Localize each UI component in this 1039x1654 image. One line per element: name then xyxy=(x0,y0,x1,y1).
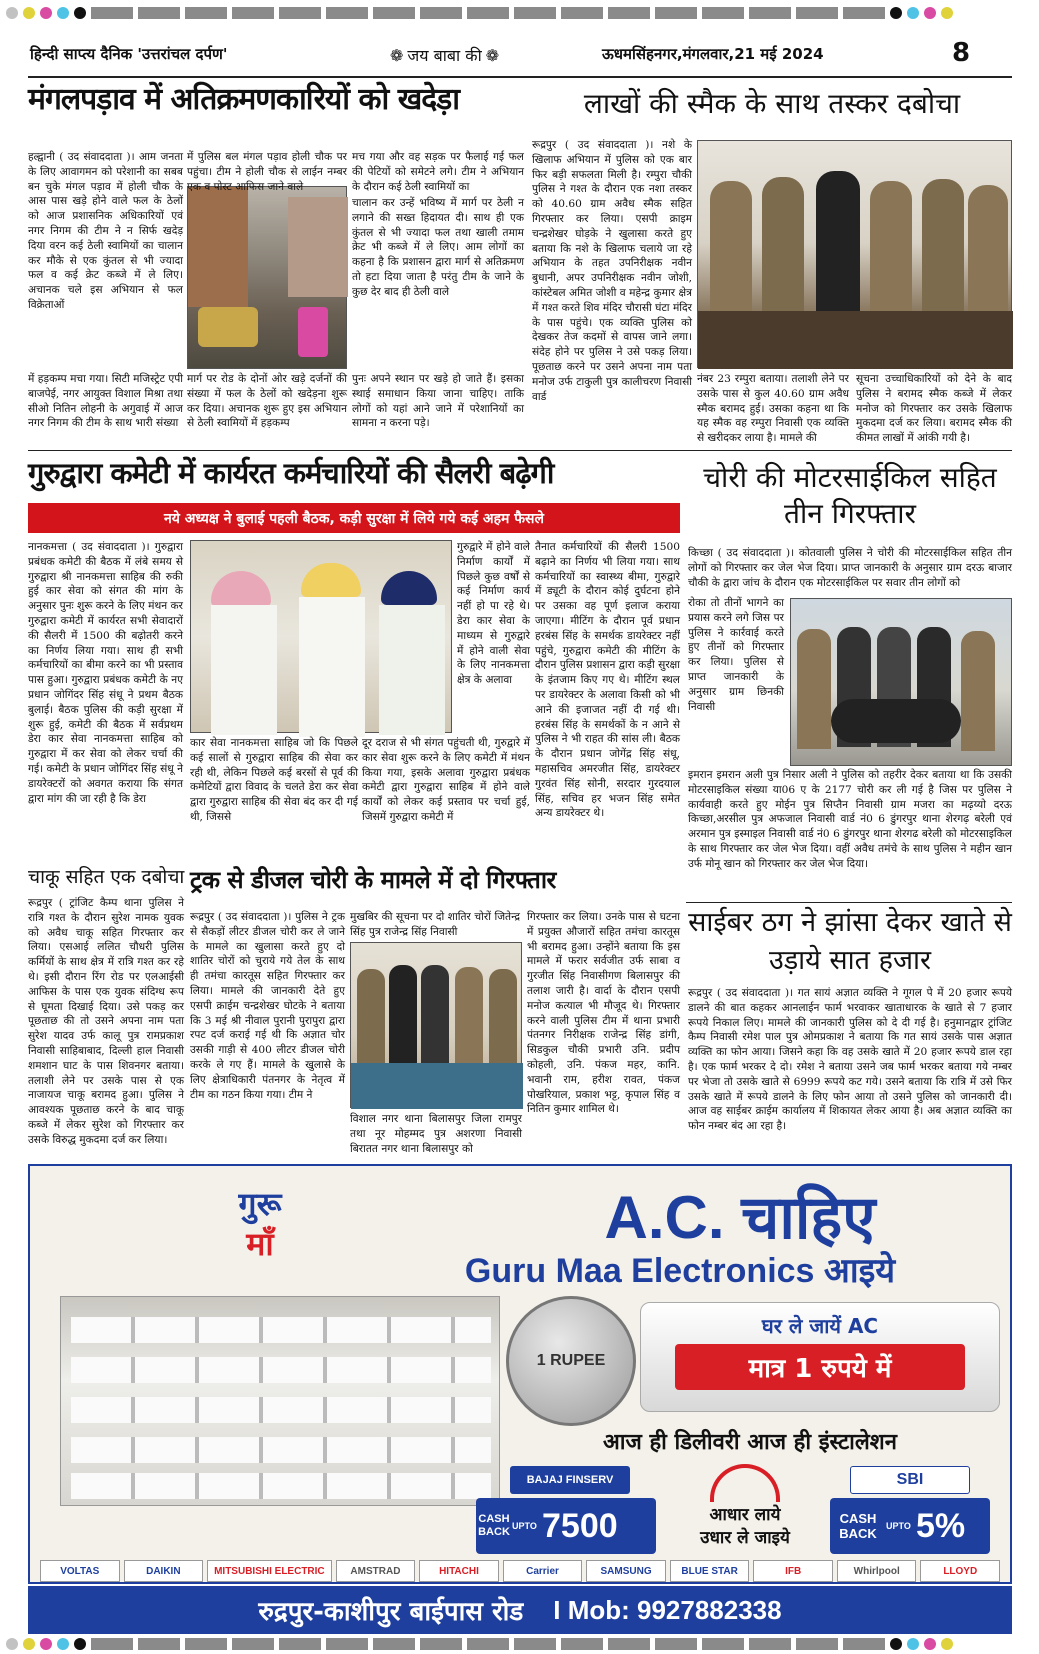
article-mangalpadav-col3-mid: चालान कर उन्हें भविष्य में मार्ग पर ठेली न लगाने की सख्त हिदायत दी। साथ ही एक कुंतल से भी ज्यादा फल तथा खाली तमाम क्रेट भी कब्जे में ले लिए। आम लोगों का कहना है कि प्रशासन द्वारा मार्ग से अतिक्रमण तो हटा दिया जाता है परंतु टीम के जाने के कुछ देर बाद ही ठेली वाले xyxy=(352,197,524,298)
strip-tick xyxy=(185,1638,227,1650)
masthead-rule xyxy=(28,76,1012,78)
registration-dot xyxy=(23,1638,35,1650)
strip-tick xyxy=(796,7,838,19)
ad-brand-logo: HITACHI xyxy=(419,1560,499,1582)
article-smack-bottom-1: नंबर 23 रम्पुरा बताया। तलाशी लेने पर उसके पास से कुल 40.60 ग्राम अवैध स्मैक बरामद हुई। उसका कहना था कि यह स्मैक वह रम्पुरा निवासी एक व्यक्ति से खरीदकर लाया है। मामले की xyxy=(697,373,849,445)
ad-headline: A.C. चाहिए xyxy=(604,1184,876,1251)
ad-coin-text: 1 RUPEE xyxy=(536,1352,606,1369)
article-mangalpadav-col3-bottom: पुनः अपने स्थान पर खड़े हो जाते हैं। इसका स्थाई समाधान किया जाना चाहिए। ताकि लोगों को यहां आने जाने में परेशानियों का सामना न करना पड़े। xyxy=(352,373,524,430)
photo-fruit-carts xyxy=(187,186,347,369)
strip-tick xyxy=(185,7,227,19)
ad-rupee-coin xyxy=(506,1296,636,1426)
ad-bajaj-logo xyxy=(510,1466,630,1494)
ad-bajaj-cashback xyxy=(476,1498,656,1554)
ad-logo-line1: गुरू xyxy=(238,1185,282,1223)
article-truck-col3: गिरफ्तार कर लिया। उनके पास से घटना में प्रयुक्त औजारों सहित तमंचा कारतूस भी बरामद हुआ। उन्होंने बताया कि इस मामले में फरार सर्वजीत उर्फ साबा व गुरजीत सिंह निवासीगण बिलासपुर की तलाश जारी है। वार्दा के दौरान एसपी मनोज कत्याल भी मौजूद थे। गिरफ्तार करने वाली पुलिस टीम में थाना प्रभारी पंतनगर निरीक्षक राजेन्द्र सिंह डांगी, सिडकुल चौकी प्रभारी उनि. प्रदीप कोहली, उनि. पंकज महर, कानि. भवानी राम, हरीश रावत, पंकज पोखरियाल, प्रकाश भट्ट, कृपाल सिंह व नितिन कुमार शामिल थे। xyxy=(527,911,680,1116)
article-gurudwara-col2-bottom: कार सेवा नानकमत्ता साहिब जो कि पिछले कई सालों से गुरुद्वारा साहिब की सेवा कर रही थी, लेकिन पिछले कई बरसों से पूर्व की कमेटियों द्वारा विवाद के चलते डेरा कर सेवा द्वारा गुरुद्वारा साहिब की सेवा बंद कर दी गई थी, जिससे xyxy=(190,737,358,823)
ad-delivery: आज ही डिलीवरी आज ही इंस्टालेशन xyxy=(603,1430,897,1455)
strip-tick xyxy=(467,7,509,19)
article-mangalpadav-col1-bottom: में हड़कम्प मचा गया। सिटी मजिस्ट्रेट एपी बाजपेई, नगर आयुक्त विशाल मिश्रा तथा सीओ नितिन लोहनी के अगुवाई में आज नगर निगम की टीम के साथ भारी संख्या xyxy=(28,373,183,430)
strip-tick xyxy=(138,7,180,19)
registration-dot xyxy=(941,7,953,19)
ad-mobile: I Mob: 9927882338 xyxy=(553,1594,782,1625)
strip-tick xyxy=(561,7,603,19)
ad-offer-small: घर ले जायें AC xyxy=(761,1314,879,1338)
article-truck-col1: रूद्रपुर ( उद संवाददाता )। पुलिस ने ट्रक से सैकड़ों लीटर डीजल चोरी कर ले जाने के मामले का खुलासा करते हुए दो शातिर चोरों को चुराये गये तेल के साथ ही तमंचा कारतूस सहित गिरफ्तार कर लिया। मामले की जानकारी देते हुए एसपी क्राईम चन्द्रशेखर घोटके ने बताया कि 3 मई श्री नीवाल पुरानी पुरापुरा द्वारा रपट दर्ज कराई गई थी कि अज्ञात चोर उसकी गाड़ी से 400 लीटर डीजल चोरी करके ले गए हैं। मामले के खुलासे के लिए क्षेत्राधिकारी पंतनगर के नेतृत्व में टीम का गठन किया गया। टीम ने xyxy=(190,911,345,1101)
ad-logo xyxy=(200,1184,320,1264)
fingerprint-icon xyxy=(710,1464,780,1502)
article-truck-col2-top: मुखबिर की सूचना पर दो शातिर चोरों जितेन्द्र सिंह पुत्र राजेन्द्र सिंह निवासी xyxy=(350,911,520,938)
strip-tick xyxy=(420,1638,462,1650)
leaf-ornament-icon: ❁ xyxy=(485,45,500,65)
article-gurudwara-col2-bottom2: दूर दराज से भी संगत पहुंचती थी, गुरुद्वारे में कार सेवा शुरू करने के लिए कमेटी में मंथन किया गया, इसके अलावा गुरुद्वारा प्रबंधक कमेटी द्वारा गुरुद्वारा साहिब में होने वाले कार्यों को लेकर कई प्रस्ताव पर चर्चा हुई, जिसमें गुरुद्वारा कमेटी में xyxy=(362,737,530,823)
registration-dot xyxy=(907,7,919,19)
ad-sbi-percent: 5% xyxy=(916,1506,966,1545)
ad-bajaj-text: BAJAJ FINSERV xyxy=(526,1474,614,1486)
ad-upto-label: UPTO xyxy=(512,1521,537,1531)
strip-tick xyxy=(373,1638,415,1650)
strip-tick xyxy=(843,1638,885,1650)
headline-truck: ट्रक से डीजल चोरी के मामले में दो गिरफ्तार xyxy=(190,866,556,894)
strip-tick xyxy=(326,1638,368,1650)
ad-brand: Guru Maa Electronics आइये xyxy=(464,1252,896,1290)
strip-tick xyxy=(749,7,791,19)
registration-dot xyxy=(890,1638,902,1650)
registration-dot xyxy=(40,1638,52,1650)
strip-tick xyxy=(514,1638,556,1650)
strip-tick xyxy=(702,1638,744,1650)
registration-dot xyxy=(23,7,35,19)
strip-tick xyxy=(279,1638,321,1650)
ad-offer-banner xyxy=(675,1344,965,1390)
ad-brand-logo: DAIKIN xyxy=(124,1560,204,1582)
bottom-color-strip xyxy=(6,1638,1033,1650)
strip-tick xyxy=(279,7,321,19)
section-rule xyxy=(28,450,1012,451)
article-motorcycle-bottom: इमरान इमरान अली पुत्र निसार अली ने पुलिस को तहरीर देकर बताया था कि उसकी मोटरसाइकिल संख्या या06 ए के 2177 चोरी कर ली गई है जिस पर पुलिस ने कार्यवाही करते हुए मोईन पुत्र सिप्तैन निवासी ग्राम मजरा का मढ़य्यो दरऊ किच्छा,अरसील पुत्र अफजाल निवासी वार्ड नं0 6 डुंगरपुर थाना शेरगढ़ बरेली एवं अरमान पुत्र इस्माइल निवासी वार्ड नं0 6 डुंगरपुर थाना शेरगढ बरेली को मोटरसाइकिल के साथ गिरफ्तार कर जेल भेज दिया। वहीं अवैध तमंचे के साथ पुलिस ने महीन खान उर्फ मोनू खान को गिरफ्तार कर जेल भेज दिया। xyxy=(688,769,1012,870)
strip-tick xyxy=(702,7,744,19)
registration-dot xyxy=(907,1638,919,1650)
strip-tick xyxy=(232,7,274,19)
registration-dot xyxy=(890,7,902,19)
strip-tick xyxy=(561,1638,603,1650)
article-gurudwara-col3: तैनात कर्मचारियों की सैलरी 1500 बढ़ाने का निर्णय भी लिया गया। साथ कर्मचारियों का स्वास्थ्य बीमा, गुरुद्वारे में ड्यूटी के दौरान कोई दुर्घटना होने पर उसका वह पूर्ण इलाज कराया जाएगा। मीटिंग के दौरान पूर्व प्रधान हरबंस सिंह के समर्थक डायरेक्टर नहीं पहुंचे, गुरुद्वारा कमेटी की मीटिंग के दौरान पुलिस प्रशासन द्वारा कड़ी सुरक्षा के इंतजाम किए गए थे। मीटिंग स्थल पर डायरेक्टर के अलावा किसी को भी आने की इजाजत नहीं दी गई थी। हरबंस सिंह के समर्थकों के न आने से पुलिस ने भी राहत की सांस ली। बैठक के दौरान प्रधान जोगेंद्र सिंह संधू, महासचिव अमरजीत सिंह, डायरेक्टर गुरवंत सिंह सोनी, सरदार गुरदयाल सिंह, सचिव हर भजन सिंह समेत अन्य डायरेक्टर थे। xyxy=(535,541,680,820)
leaf-ornament-icon: ❁ xyxy=(390,45,404,65)
ad-aadhaar xyxy=(670,1464,820,1554)
article-motorcycle-top: किच्छा ( उद संवाददाता )। कोतवाली पुलिस ने चोरी की मोटरसाईकिल सहित तीन लोगों को गिरफ्तार कर जेल भेज दिया। प्राप्त जानकारी के अनुसार ग्राम दरऊ बाजार चौकी के द्वारा जांच के दौरान एक मोटरसाईकिल पर सवार तीन लोगों को xyxy=(688,547,1012,589)
page-number: 8 xyxy=(952,38,971,68)
article-mangalpadav-col2-top: में पुलिस बल मंगल पड़ाव होली चौक पर पहुंचा। टीम ने होली चौक से लाईन नम्बर एक व पोस्ट आफिस जाने वाले xyxy=(187,151,347,193)
photo-truck-police xyxy=(350,942,522,1108)
section-rule xyxy=(686,902,1012,903)
article-mangalpadav-col2-bottom: मार्ग पर रोड के दोनों ओर खड़े दर्जनों की संख्या में फल के ठेलों को खदेड़ना शुरू कर दिया। अचानक शुरू हुए इस अभियान से ठेली स्वामियों में हड़कम्प xyxy=(187,373,347,430)
masthead-center-text: जय बाबा की xyxy=(407,46,482,65)
article-mangalpadav-col1: हल्द्वानी ( उद संवाददाता )। आम जनता के लिए आवागमन को परेशानी का सबब बन चुके मंगल पड़ाव में होली चौक के आस पास खड़े होने वाले फल के ठेलों को आज प्रशासनिक अधिकारियों एवं नगर निगम की टीम ने न सिर्फ खदेड़ दिया वरन कई ठेली स्वामियों का चालान कर मौके से एक कुंतल से भी ज्यादा फल व कई क्रेट कब्जे में ले लिए। अचानक चले इस अभियान से फल विक्रेताओं xyxy=(28,151,183,311)
ad-sbi-logo xyxy=(850,1466,970,1494)
strip-tick xyxy=(326,7,368,19)
subheadline-banner xyxy=(28,503,680,533)
ad-brand-logo: IFB xyxy=(753,1560,833,1582)
registration-dot xyxy=(6,7,18,19)
ad-ac-display xyxy=(60,1296,500,1506)
ad-brand-logo: Whirlpool xyxy=(837,1560,917,1582)
ad-offer-big: मात्र 1 रुपये में xyxy=(748,1354,892,1384)
registration-dot xyxy=(40,7,52,19)
ad-brand-logo: AMSTRAD xyxy=(336,1560,416,1582)
registration-dot xyxy=(924,1638,936,1650)
ad-aadhaar-line2: उधार ले जाइये xyxy=(700,1528,790,1548)
strip-tick xyxy=(608,7,650,19)
article-mangalpadav-col3-top: मच गया और वह सड़क पर फैलाई गई फल की पेटियों को समेटने लगे। टीम ने अभियान के दौरान कई ठेली स्वामियों का xyxy=(352,151,524,193)
ad-brand-logo: BLUE STAR xyxy=(670,1560,750,1582)
ad-brand-logo: LLOYD xyxy=(920,1560,1000,1582)
masthead-left: हिन्दी साप्त्य दैनिक 'उत्तरांचल दर्पण' xyxy=(30,45,228,63)
headline-mangalpadav: मंगलपड़ाव में अतिक्रमणकारियों को खदेड़ा xyxy=(28,82,460,117)
photo-gurudwara-meeting xyxy=(190,540,452,733)
photo-smack-police xyxy=(697,140,1012,368)
registration-dot xyxy=(74,7,86,19)
article-smack-col: रूद्रपुर ( उद संवाददाता )। नशे के खिलाफ अभियान में पुलिस को एक बार फिर बड़ी सफलता मिली है। रम्पुरा चौकी पुलिस ने गश्त के दौरान एक नशा तस्कर को 40.60 ग्राम अवैध स्मैक सहित गिरफ्तार कर लिया। एसपी क्राइम चन्द्रशेखर घोड़के ने खुलासा करते हुए बताया कि नशे के खिलाफ चलाये जा रहे अभियान के तहत उपनिरीक्षक नवीन बुधानी, अपर उपनिरीक्षक नवीन जोशी, कांस्टेबल अमित जोशी व महेन्द्र कुमार क्षेत्र में गश्त करते शिव मंदिर चौरासी घंटा मंदिर के पास पहुंचे। एक व्यक्ति पुलिस को देखकर तेज कदमों से वापस जाने लगा। संदेह होने पर पुलिस ने उसे पकड़ लिया। पूछताछ करने पर उसने अपना नाम पता मनोज उर्फ टाकुली पुत्र कालीचरण निवासी वार्ड xyxy=(532,139,692,403)
article-cyber-text: रूद्रपुर ( उद संवाददाता )। गत सायं अज्ञात व्यक्ति ने गूगल पे में 20 हजार रूपये डालने की बात कहकर आनलाईन फार्म भरवाकर खाताधारक के खाते से 7 हजार रूपये निकाल लिए। मामले की जानकारी पुलिस को दे दी गई है। हनुमानद्वार ट्रांजिट कैम्प निवासी रमेश पाल पुत्र ओमप्रकाश ने बताया कि गत सायं उसके पास अज्ञात व्यक्ति का फोन आया। जिसने कहा कि वह उसके खाते में 20 हजार रूपये डाल रहा है। एक फार्म भरकर दे दो। रमेश ने बताया उसने जब फार्म भरकर बताया गये नम्बर पर भेजा तो उसके खाते से 6999 रूपये कट गये। उसने बताया कि रात्रि में उसे फिर उसके खाते में रूपये डालने के लिए फोन आया तो उसने पुलिस को जानकारी दी। आज वह साईबर क्राईम कार्यालय में शिकायत लेकर आया है। अब अज्ञात व्यक्ति का फोन नम्बर बंद आ रहा है। xyxy=(688,987,1012,1133)
strip-tick xyxy=(843,7,885,19)
headline-smack: लाखों की स्मैक के साथ तस्कर दबोचा xyxy=(583,87,961,120)
ad-sbi-cashback xyxy=(830,1498,990,1554)
registration-dot xyxy=(6,1638,18,1650)
ad-address: रुद्रपुर-काशीपुर बाईपास रोड xyxy=(258,1597,524,1627)
strip-tick xyxy=(655,7,697,19)
ad-aadhaar-line1: आधार लाये xyxy=(709,1505,781,1525)
registration-dot xyxy=(57,7,69,19)
masthead-date: ऊधमसिंहनगर,मंगलवार,21 मई 2024 xyxy=(602,45,824,63)
headline-cyber: साईबर ठग ने झांसा देकर खाते से उड़ाये सात हजार xyxy=(688,907,1012,976)
strip-tick xyxy=(796,1638,838,1650)
ad-brand-logo: MITSUBISHI ELECTRIC xyxy=(207,1560,332,1582)
ad-brand-logo: Carrier xyxy=(503,1560,583,1582)
strip-tick xyxy=(608,1638,650,1650)
ad-cashback-label: CASH BACK xyxy=(478,1513,510,1538)
strip-tick xyxy=(655,1638,697,1650)
subheadline-gurudwara: नये अध्यक्ष ने बुलाई पहली बैठक, कड़ी सुरक्षा में लिये गये कई अहम फैसले xyxy=(163,510,545,527)
ad-brand-logo: SAMSUNG xyxy=(586,1560,666,1582)
article-motorcycle-side: रोका तो तीनों भागने का प्रयास करने लगे जिस पर पुलिस ने कार्रवाई करते हुए तीनों को गिरफ्तार कर लिया। पुलिस से प्राप्त जानकारी के अनुसार ग्राम छिनकी निवासी xyxy=(688,597,784,713)
strip-tick xyxy=(91,7,133,19)
ad-brand-logo: VOLTAS xyxy=(40,1560,120,1582)
strip-tick xyxy=(91,1638,133,1650)
strip-tick xyxy=(467,1638,509,1650)
ad-logo-line2: माँ xyxy=(246,1225,274,1263)
strip-tick xyxy=(232,1638,274,1650)
strip-tick xyxy=(749,1638,791,1650)
photo-motorcycle-arrest xyxy=(790,598,1012,766)
headline-gurudwara: गुरुद्वारा कमेटी में कार्यरत कर्मचारियों की सैलरी बढ़ेगी xyxy=(28,456,554,490)
article-smack-bottom-2: सूचना उच्चाधिकारियों को देने के बाद पुलिस ने बरामद स्मैक कब्जे में लेकर मनोज को गिरफ्तार कर उसके खिलाफ मुकदमा दर्ज कर लिया। बरामद स्मैक की कीमत लाखों में आंकी गयी है। xyxy=(856,373,1012,445)
registration-dot xyxy=(924,7,936,19)
registration-dot xyxy=(57,1638,69,1650)
top-color-strip xyxy=(6,7,1033,19)
registration-dot xyxy=(941,1638,953,1650)
article-gurudwara-col1: नानकमत्ता ( उद संवाददाता )। गुरुद्वारा प्रबंधक कमेटी की बैठक में लंबे समय से गुरुद्वारा श्री नानकमत्ता साहिब की रुकी हुई कार सेवा को संगत की मांग के अनुसार पुनः शुरू करने के लिए मंथन कर गुरुद्वारा कमेटी में कार्यरत सभी सेवादारों की सैलरी में 1500 की बढ़ोतरी करने का निर्णय लिया गया। साथ ही सभी कर्मचारियों का बीमा करने का भी प्रस्ताव पास हुआ। गुरुद्वारा प्रबंधक कमेटी के नए प्रधान जोगिंदर सिंह संधू ने प्रथम बैठक बुलाई। बैठक पुलिस की कड़ी सुरक्षा में शुरू हुई, कमेटी की बैठक में सर्वप्रथम डेरा कार सेवा नानकमत्ता साहिब को गुरुद्वारा में कर सेवा को लेकर चर्चा की गई। कमेटी के प्रधान जोगिंदर सिंह संधू ने डायरेक्टरों को अवगत कराया कि संगत द्वारा मांग की जा रही है कि डेरा xyxy=(28,541,183,805)
ad-guru-maa-electronics xyxy=(28,1164,1012,1584)
registration-dot xyxy=(74,1638,86,1650)
article-truck-col2-bottom: विशाल नगर थाना बिलासपुर जिला रामपुर तथा नूर मोहम्मद पुत्र अशरणा निवासी बिरातत नगर थाना बिलासपुर को xyxy=(350,1113,522,1155)
ad-brand-strip xyxy=(40,1560,1000,1584)
ad-sbi-upto-label: UPTO xyxy=(886,1521,911,1531)
ad-sbi-text: SBI xyxy=(896,1471,924,1488)
masthead-center xyxy=(390,44,499,66)
ad-sbi-cashback-label: CASH BACK xyxy=(839,1511,877,1541)
strip-tick xyxy=(373,7,415,19)
strip-tick xyxy=(420,7,462,19)
ad-address-bar xyxy=(28,1586,1012,1634)
ad-cashback-amount: 7500 xyxy=(542,1506,618,1545)
headline-motorcycle: चोरी की मोटरसाईकिल सहित तीन गिरफ्तार xyxy=(703,461,997,530)
strip-tick xyxy=(514,7,556,19)
headline-chaku: चाकू सहित एक दबोचा xyxy=(28,866,185,888)
article-gurudwara-col2-right: गुरुद्वारे में होने वाले निर्माण कार्यों में पिछले कुछ वर्षों से कई निर्माण कार्य नहीं हो पा रहे थे। डेरा कार सेवा के माध्यम से गुरुद्वारे में होने वाली सेवा के लिए नानकमत्ता क्षेत्र के अलावा xyxy=(457,541,530,687)
strip-tick xyxy=(138,1638,180,1650)
article-chaku-text: रूद्रपुर ( ट्रांजिट कैम्प थाना पुलिस ने रात्रि गश्त के दौरान सुरेश नामक युवक को अवैध चाकू सहित गिरफ्तार कर लिया। एसआई ललित चौधरी पुलिस कर्मियों के साथ क्षेत्र में रात्रि गश्त कर रहे थे। इसी दौरान रिंग रोड पर एलआईसी आफिस के पास एक युवक संदिग्ध रूप से घूमता दिखाई दिया। उसे पकड़ कर पूछताछ की तो उसने अपना नाम पता सुरेश यादव उर्फ कालू पुत्र रामप्रकाश निवासी साहिबाबाद, दिल्ली हाल निवासी शमशान घाट के पास शिवनगर बताया। तलाशी लेने पर उसके पास से एक नाजायज चाकू बरामद हुआ। पुलिस ने आवश्यक पूछताछ करने के बाद चाकू कब्जे में लेकर सुरेश को गिरफ्तार कर उसके विरुद्ध मुकदमा दर्ज कर लिया। xyxy=(28,897,184,1146)
